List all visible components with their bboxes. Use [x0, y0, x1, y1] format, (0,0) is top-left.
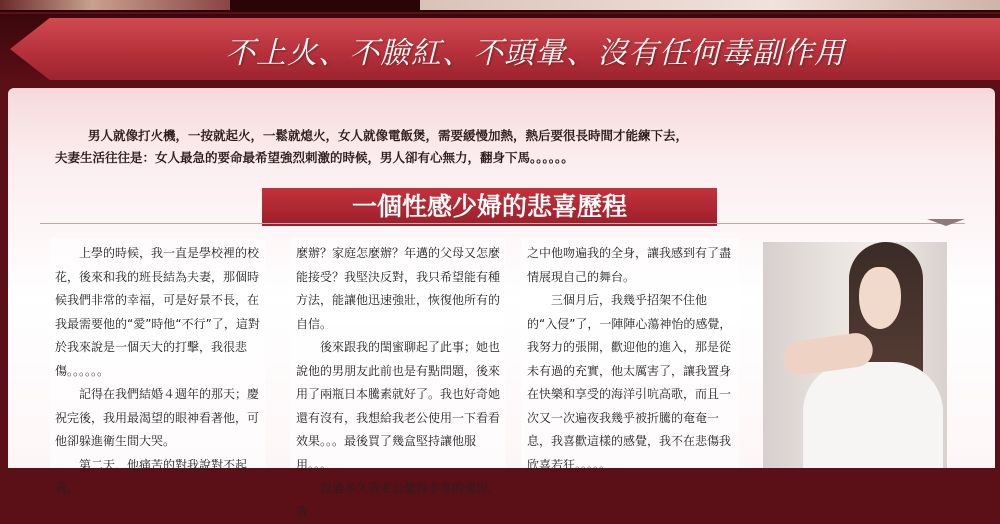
banner-title: 不上火、不臉紅、不頭暈、沒有任何毒副作用: [225, 36, 845, 71]
paragraph: 三個月后，我幾乎招架不住他的“入侵”了，一陣陣心蕩神怡的感覺，我努力的張開，歡迎他的進入，那是從未有過的充實，他太厲害了，讓我置身在快樂和享受的海洋引吭高歌，而且一次又一次遍夜我幾乎被折騰的奄奄一息，我喜歡這樣的感覺，我不在悲傷我欣喜若狂。。。。。: [527, 293, 732, 472]
top-photo-left: [0, 0, 230, 10]
divider-arrow-icon: [927, 219, 965, 226]
intro-line-2: 夫妻生活往往是：女人最急的要命最希望強烈刺激的時候，男人卻有心無力，翻身下馬。。。。。。: [55, 150, 574, 165]
photo-face: [859, 267, 901, 329]
top-photo-right: [420, 0, 1000, 10]
photo-shirt: [803, 362, 943, 468]
divider-line: [40, 223, 965, 224]
intro-line-1: 男人就像打火機，一按就起火，一鬆就熄火，女人就像電飯煲，需要緩慢加熱，熱后要很長時間才能練下去，: [88, 128, 689, 143]
paragraph: 沒過多久我老公變得非常的強悍，我: [296, 481, 501, 519]
story-column-1: [55, 242, 260, 501]
section-heading: 一個性感少婦的悲喜歷程: [351, 192, 627, 221]
paragraph: 之中他吻遍我的全身，讓我感到有了盡情展現自己的舞台。: [527, 246, 732, 284]
paragraph: 麼辦？家庭怎麼辦？年邁的父母又怎麼能接受？我堅決反對，我只希望能有種方法，能讓他迅速強壯，恢復他所有的自信。: [296, 246, 501, 331]
paragraph: 記得在我們結婚４週年的那天；慶祝完後，我用最渴望的眼神看著他，可他卻躲進衛生間大哭。: [55, 387, 260, 448]
intro-text: [55, 125, 955, 169]
paragraph: 第二天，他痛苦的對我說對不起我，: [55, 457, 248, 495]
story-column-3: [527, 242, 735, 477]
paragraph: 上學的時候，我一直是學校裡的校花，後來和我的班長結為夫妻，那個時候我們非常的幸福，可是好景不長，在我最需要他的“愛”時他“不行”了，這對於我來說是一個天大的打擊，我很悲傷。。。。。。: [55, 246, 260, 378]
story-column-2: [296, 242, 501, 524]
woman-photo: [763, 242, 947, 468]
paragraph: 後來跟我的閨蜜聊起了此事；她也說他的男朋友此前也是有點問題，後來用了兩瓶日本騰素就好了。我也好奇她還有沒有，我想給我老公使用一下看看效果。。。最後買了幾盒堅持讓他服用。。。: [296, 340, 501, 472]
